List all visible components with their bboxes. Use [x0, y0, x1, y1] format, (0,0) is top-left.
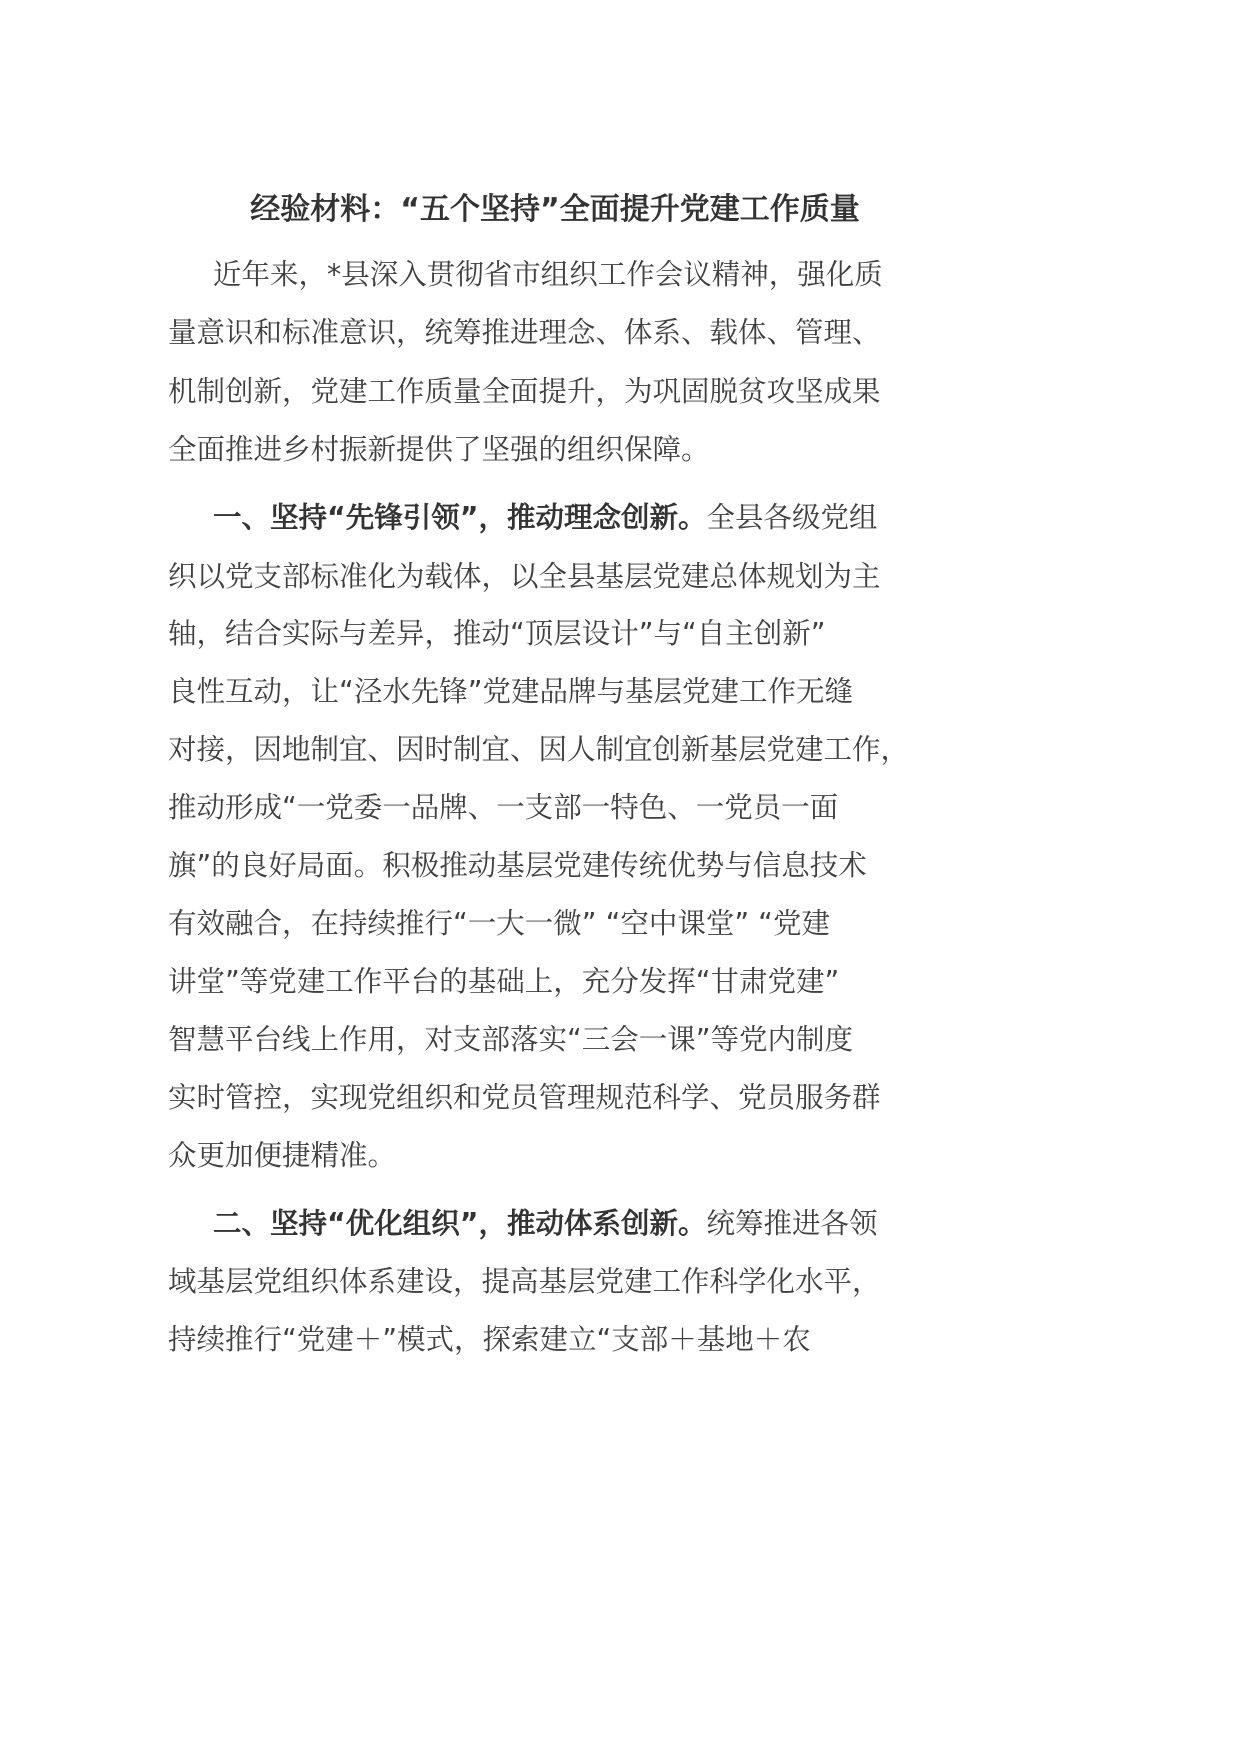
section2-line: 持续推行“党建＋”模式，探索建立“支部＋基地＋农: [168, 1323, 811, 1356]
section1-heading: 一、坚持“先锋引领”，推动理念创新。: [213, 501, 707, 534]
intro-line: 量意识和标准意识，统筹推进理念、体系、载体、管理、: [168, 316, 881, 349]
intro-line: 机制创新，党建工作质量全面提升，为巩固脱贫攻坚成果: [168, 375, 881, 408]
intro-line: 近年来，*县深入贯彻省市组织工作会议精神，强化质: [213, 258, 883, 291]
section1-line: 织以党支部标准化为载体，以全县基层党建总体规划为主: [168, 560, 881, 593]
section1-first-line: [213, 498, 877, 538]
section1-line: 有效融合，在持续推行“一大一微” “空中课堂” “党建: [168, 907, 830, 940]
section1-line: 对接，因地制宜、因时制宜、因人制宜创新基层党建工作，: [168, 733, 910, 766]
section2-text: 统筹推进各领: [706, 1207, 878, 1240]
document-title: 经验材料：“五个坚持”全面提升党建工作质量: [250, 192, 860, 227]
section1-line: 轴，结合实际与差异，推动“顶层设计”与“自主创新”: [168, 617, 826, 650]
section2-line: 域基层党组织体系建设，提高基层党建工作科学化水平，: [168, 1265, 881, 1298]
section1-line: 智慧平台线上作用，对支部落实“三会一课”等党内制度: [168, 1023, 854, 1056]
section2-heading: 二、坚持“优化组织”，推动体系创新。: [213, 1207, 707, 1240]
section2-first-line: [213, 1204, 877, 1244]
section1-line: 良性互动，让“泾水先锋”党建品牌与基层党建工作无缝: [168, 675, 854, 708]
section1-line: 众更加便捷精准。: [168, 1139, 397, 1172]
intro-line: 全面推进乡村振新提供了坚强的组织保障。: [168, 433, 710, 466]
section1-text: 全县各级党组: [706, 501, 878, 534]
section1-line: 推动形成“一党委一品牌、一支部一特色、一党员一面: [168, 791, 839, 824]
section1-line: 旗”的良好局面。积极推动基层党建传统优势与信息技术: [168, 849, 867, 882]
section1-line: 讲堂”等党建工作平台的基础上，充分发挥“甘肃党建”: [168, 965, 840, 998]
section1-line: 实时管控，实现党组织和党员管理规范科学、党员服务群: [168, 1081, 881, 1114]
